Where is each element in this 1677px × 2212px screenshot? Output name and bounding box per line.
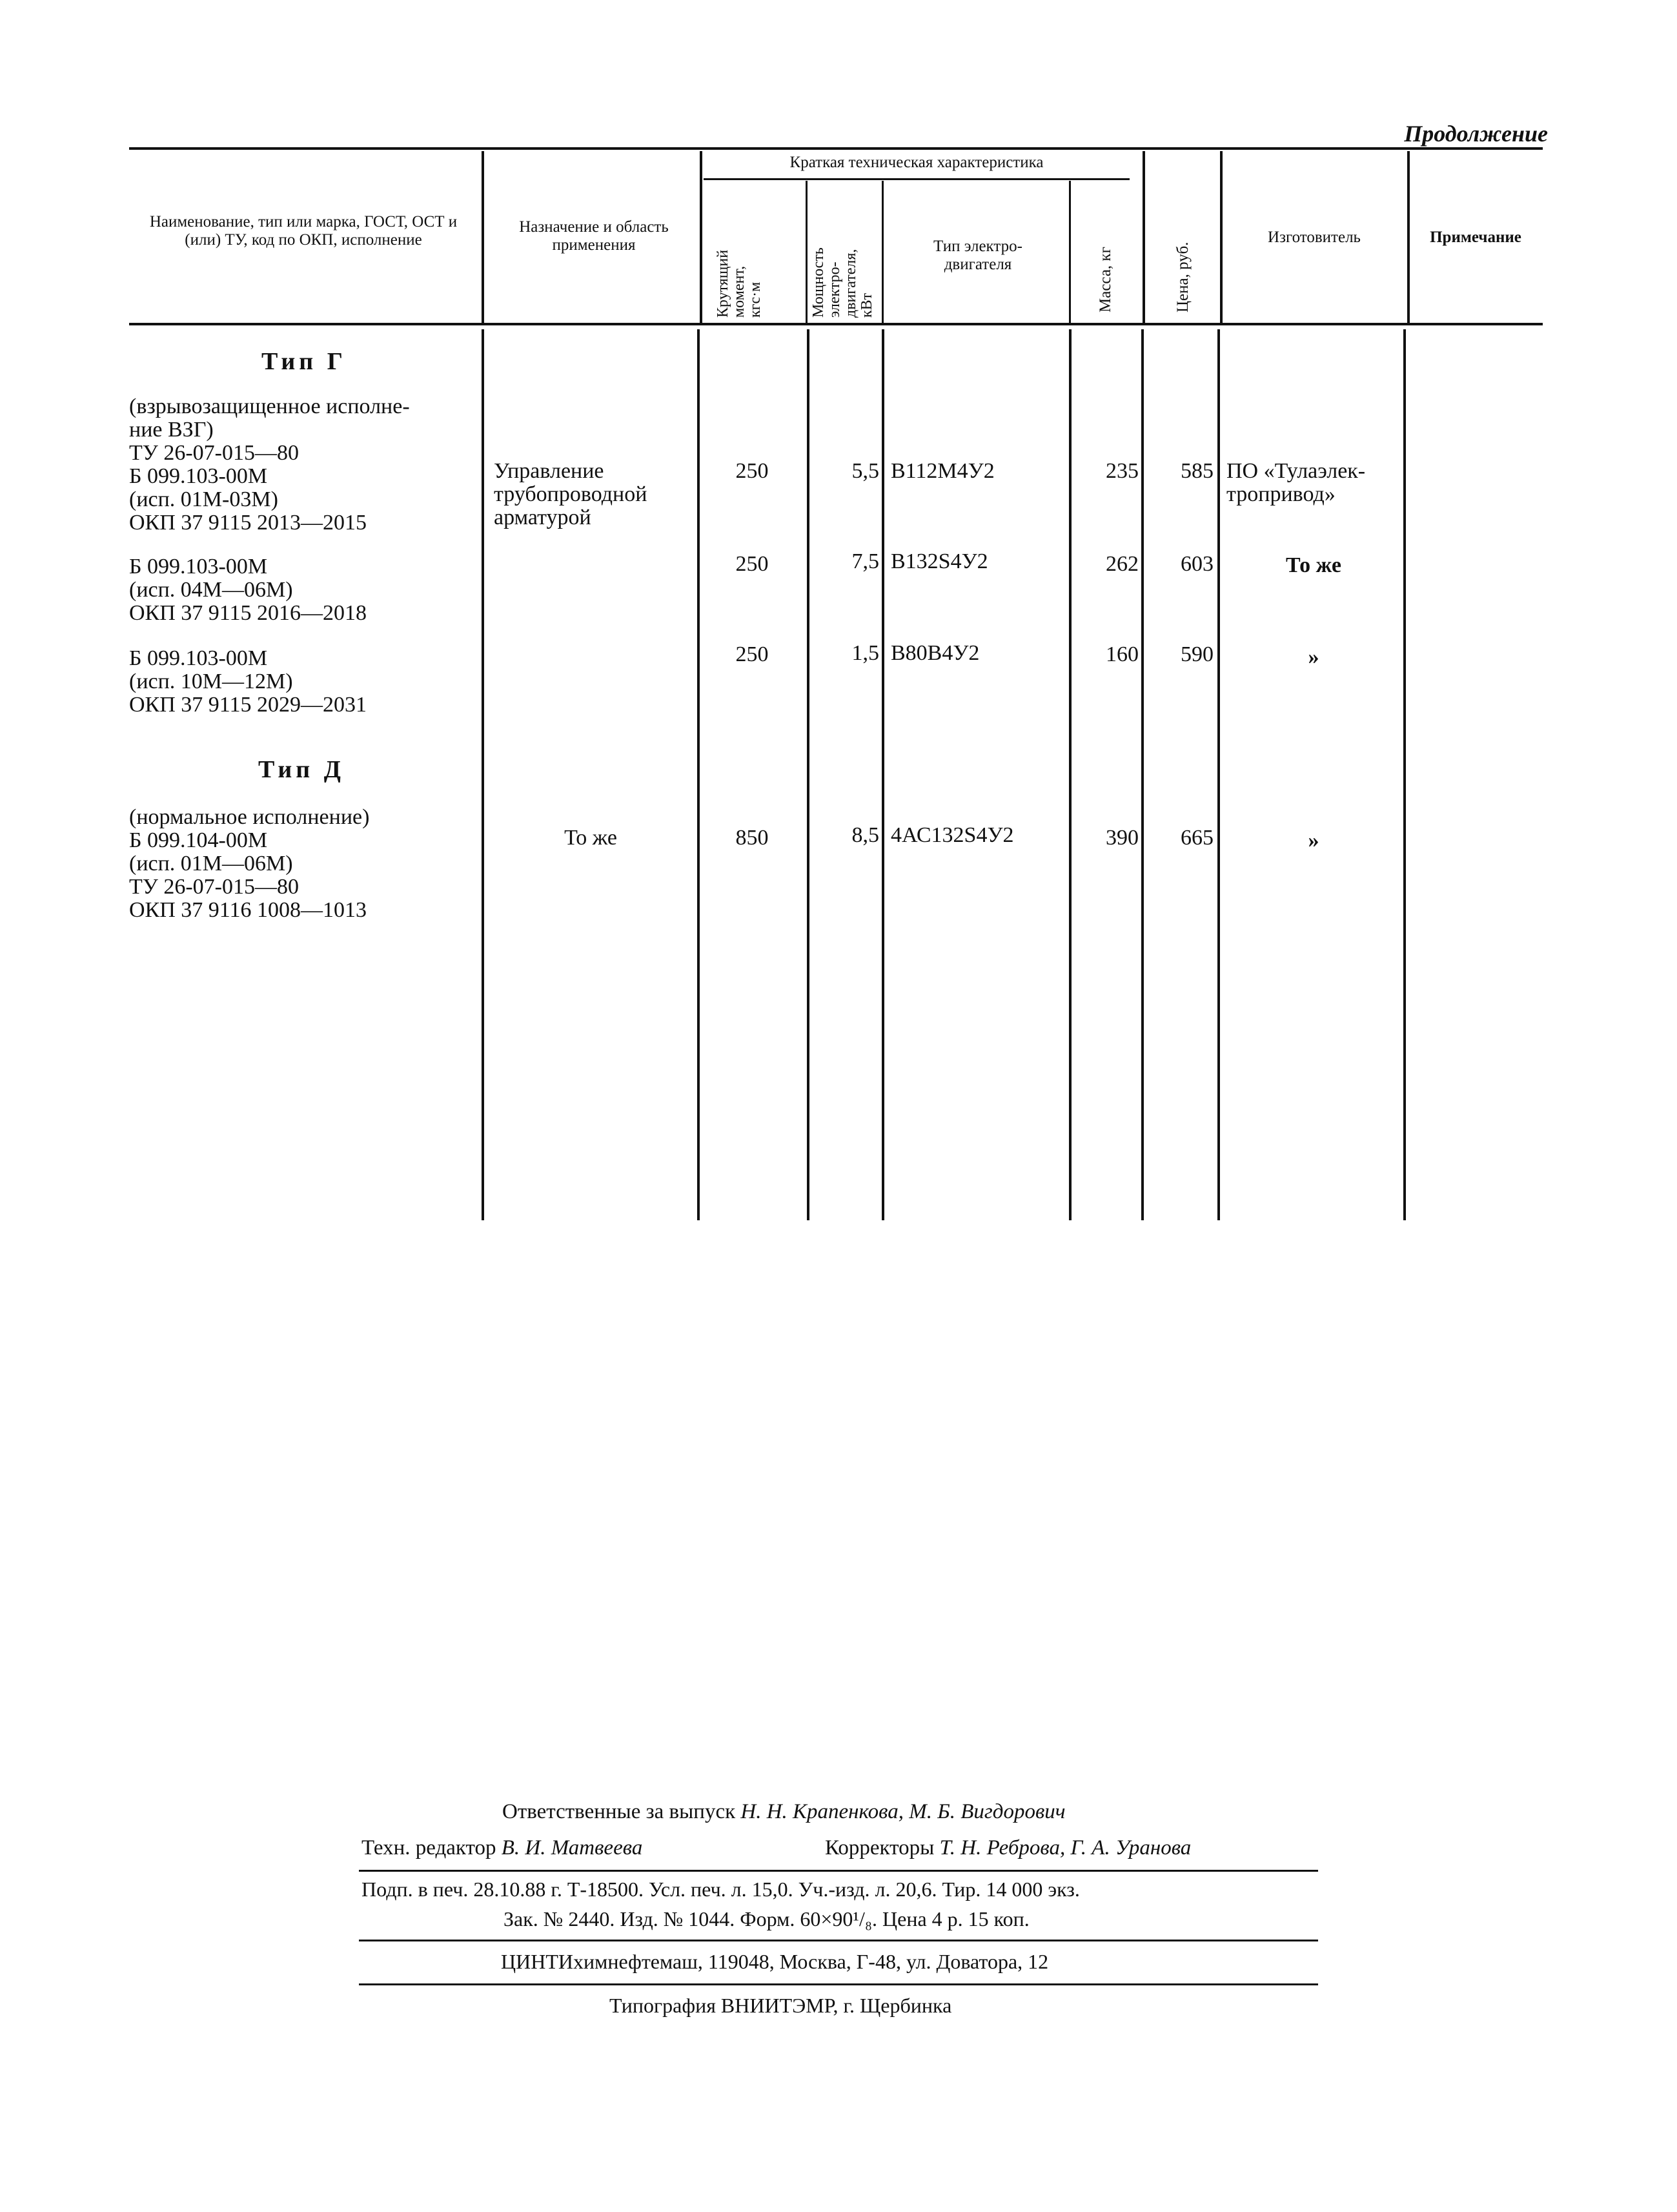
table-row-1-power: 5,5 [851, 459, 879, 483]
header-power: Мощность электро- двигателя, кВт [810, 247, 875, 318]
body-divider-1 [482, 329, 484, 1220]
header-mass: Масса, кг [1097, 247, 1114, 312]
body-divider-4 [882, 329, 884, 1220]
footer-responsible [502, 1799, 1066, 1825]
body-divider-5 [1069, 329, 1072, 1220]
body-divider-7 [1217, 329, 1220, 1220]
header-note: Примечание [1430, 229, 1521, 246]
table-row-1-name: Б 099.103-00М (исп. 01М-03М) ОКП 37 9115 2013—2015 [129, 464, 367, 535]
col-divider-3 [806, 181, 808, 323]
responsible-label: Ответственные за выпуск [502, 1800, 736, 1823]
col-divider-6 [1143, 151, 1145, 323]
table-row-2-price: 603 [1181, 552, 1214, 576]
table-row-3-motor: В80В4У2 [891, 641, 980, 665]
table-row-1-maker: ПО «Тулаэлек- тропривод» [1226, 459, 1366, 506]
table-row-2-power: 7,5 [851, 549, 879, 573]
group-header-rule [704, 178, 1130, 180]
table-row-2-motor: В132S4У2 [891, 549, 988, 573]
col-divider-5 [1069, 181, 1071, 323]
col-divider-2 [700, 151, 702, 323]
correctors-label: Корректоры [825, 1836, 935, 1859]
header-purpose: Назначение и область применения [519, 218, 669, 254]
footer-rule-2 [359, 1940, 1318, 1941]
table-row-4-motor: 4АС132S4У2 [891, 823, 1014, 847]
tech-editor-label: Техн. редактор [361, 1836, 496, 1859]
responsible-names: Н. Н. Крапенкова, М. Б. Вигдорович [740, 1800, 1066, 1823]
col-divider-8 [1407, 151, 1410, 323]
table-row-2-maker: То же [1286, 553, 1341, 577]
table-row-4-maker: » [1308, 828, 1319, 852]
col-divider-7 [1220, 151, 1223, 323]
table-row-3-torque: 250 [735, 642, 769, 666]
correctors-names: Т. Н. Реброва, Г. А. Уранова [939, 1836, 1192, 1859]
table-row-4-purpose: То же [564, 826, 617, 850]
continuation-label: Продолжение [1404, 121, 1548, 147]
header-maker: Изготовитель [1268, 229, 1361, 246]
table-row-3-power: 1,5 [851, 641, 879, 665]
body-divider-2 [697, 329, 700, 1220]
footer-correctors [825, 1835, 1191, 1861]
header-price: Цена, руб. [1174, 241, 1192, 312]
table-row-3-maker: » [1308, 645, 1319, 669]
table-top-rule [129, 147, 1543, 150]
group-subtitle-d: (нормальное исполнение) [129, 805, 370, 829]
col-divider-1 [482, 151, 484, 323]
header-motor: Тип электро- двигателя [933, 238, 1022, 273]
printer-line: Типография ВНИИТЭМР, г. Щербинка [609, 1994, 952, 2017]
body-divider-8 [1403, 329, 1406, 1220]
body-divider-3 [807, 329, 809, 1220]
header-bottom-rule [129, 323, 1543, 325]
col-divider-4 [882, 181, 884, 323]
footer-rule-1 [359, 1870, 1318, 1872]
table-row-2-torque: 250 [735, 552, 769, 576]
table-row-4-mass: 390 [1106, 826, 1139, 850]
table-row-3-name: Б 099.103-00М (исп. 10М—12М) ОКП 37 9115 2029—2031 [129, 646, 367, 717]
table-row-4-price: 665 [1181, 826, 1214, 850]
table-row-4-power: 8,5 [851, 823, 879, 847]
footer-editors [361, 1835, 642, 1861]
header-name: Наименование, тип или марка, ГОСТ, ОСТ и (или) ТУ, код по ОКП, исполнение [149, 213, 458, 249]
tech-editor-name: В. И. Матвеева [501, 1836, 643, 1859]
footer-rule-3 [359, 1983, 1318, 1985]
header-group: Краткая техническая характеристика [789, 154, 1044, 171]
group-subtitle-g: (взрывозащищенное исполне- ние ВЗГ) ТУ 26-07-015—80 [129, 394, 410, 465]
header-torque: Крутящий момент, кгс·м [715, 249, 764, 318]
table-row-3-price: 590 [1181, 642, 1214, 666]
table-row-1-motor: В112М4У2 [891, 459, 995, 483]
group-title-g: Тип Г [261, 348, 347, 375]
group-title-d: Тип Д [258, 756, 345, 783]
table-row-1-torque: 250 [735, 459, 769, 483]
table-row-2-name: Б 099.103-00М (исп. 04М—06М) ОКП 37 9115 2016—2018 [129, 555, 367, 625]
table-row-4-torque: 850 [735, 826, 769, 850]
publisher-line: ЦИНТИхимнефтемаш, 119048, Москва, Г-48, ул. Доватора, 12 [501, 1950, 1049, 1973]
table-row-2-mass: 262 [1106, 552, 1139, 576]
table-row-1-mass: 235 [1106, 459, 1139, 483]
print-line-2: Зак. № 2440. Изд. № 1044. Форм. 60×90¹/₈. Цена 4 р. 15 коп. [503, 1907, 1030, 1930]
table-row-1-purpose: Управление трубопроводной арматурой [494, 459, 647, 529]
table-row-3-mass: 160 [1106, 642, 1139, 666]
table-row-4-name: Б 099.104-00М (исп. 01М—06М) ТУ 26-07-015—80 ОКП 37 9116 1008—1013 [129, 828, 367, 922]
table-row-1-price: 585 [1181, 459, 1214, 483]
body-divider-6 [1141, 329, 1144, 1220]
print-line-1: Подп. в печ. 28.10.88 г. Т-18500. Усл. печ. л. 15,0. Уч.-изд. л. 20,6. Тир. 14 000 экз. [361, 1878, 1080, 1901]
